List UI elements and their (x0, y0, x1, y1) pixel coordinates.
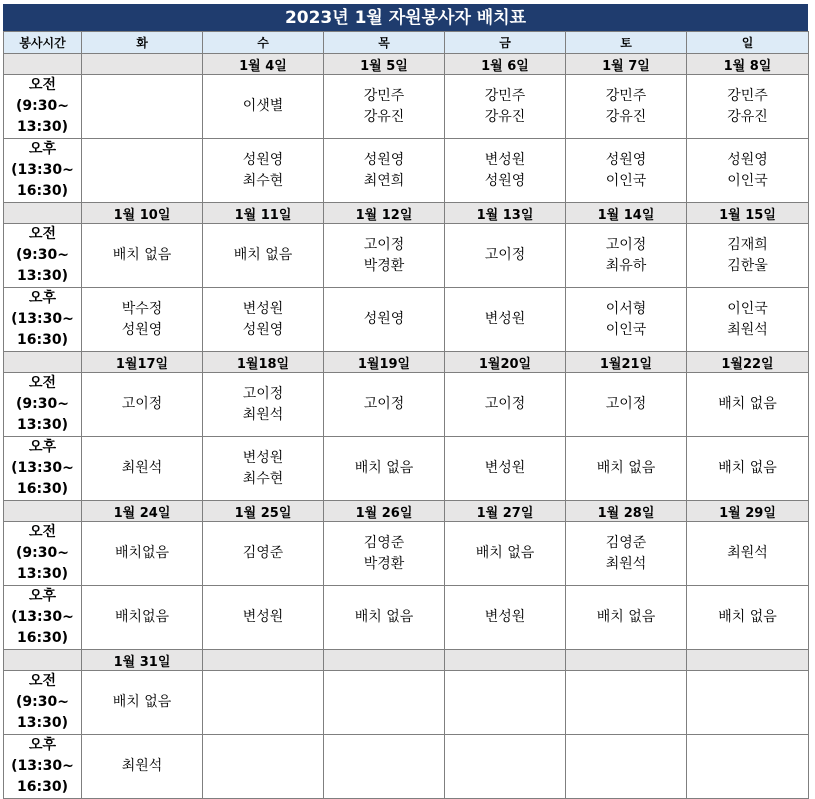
volunteer-name: 강민주 (484, 87, 526, 104)
volunteer-name: 박경환 (363, 257, 405, 274)
schedule-table (3, 31, 809, 799)
date-cell: 1월 12일 (324, 203, 445, 224)
volunteer-name: 변성원 (484, 311, 526, 327)
assignment-cell (566, 522, 687, 586)
volunteer-name: 배치 없음 (718, 460, 777, 476)
header-sun: 일 (687, 32, 809, 54)
morning-time-label (4, 224, 82, 288)
assignment-cell (566, 437, 687, 501)
date-cell: 1월 28일 (566, 501, 687, 522)
date-cell: 1월 11일 (203, 203, 324, 224)
afternoon-time-label (4, 139, 82, 203)
assignment-cell (687, 522, 809, 586)
volunteer-name: 이서형 (605, 300, 647, 317)
assignment-cell (82, 224, 203, 288)
volunteer-name: 김한울 (727, 257, 768, 274)
volunteer-name: 강유진 (484, 108, 526, 125)
volunteer-name: 이인국 (605, 172, 647, 189)
assignment-cell (324, 735, 445, 799)
volunteer-name: 변성원 (242, 300, 284, 317)
volunteer-name: 박경환 (363, 555, 405, 572)
time-label-line: 13:30) (17, 566, 68, 582)
afternoon-time-label (4, 586, 82, 650)
assignment-cell (324, 671, 445, 735)
morning-time-label (4, 671, 82, 735)
assignment-cell (566, 224, 687, 288)
volunteer-name: 박수정 (121, 300, 163, 317)
volunteer-name: 강민주 (727, 87, 768, 104)
volunteer-name: 배치 없음 (718, 396, 777, 412)
assignment-cell (566, 139, 687, 203)
assignment-cell (445, 373, 566, 437)
time-label-line: (9:30~ (16, 396, 69, 412)
assignment-cell (445, 75, 566, 139)
time-label-line: 오후 (28, 588, 57, 604)
assignment-cell (566, 373, 687, 437)
afternoon-row (4, 735, 809, 799)
date-cell: 1월 4일 (203, 54, 324, 75)
assignment-cell (445, 224, 566, 288)
assignment-cell (324, 75, 445, 139)
assignment-cell (687, 586, 809, 650)
volunteer-name: 고이정 (242, 385, 284, 402)
volunteer-name: 고이정 (363, 396, 405, 412)
volunteer-name: 강유진 (605, 108, 647, 125)
time-label-line: (13:30~ (11, 460, 74, 476)
header-fri: 금 (445, 32, 566, 54)
date-cell: 1월 13일 (445, 203, 566, 224)
time-label-line: (13:30~ (11, 609, 74, 625)
volunteer-name: 고이정 (605, 396, 647, 412)
date-cell (687, 650, 809, 671)
time-label-line: (13:30~ (11, 311, 74, 327)
time-label-line: (9:30~ (16, 247, 69, 263)
assignment-cell (82, 671, 203, 735)
time-label-line: (13:30~ (11, 162, 74, 178)
header-wed: 수 (203, 32, 324, 54)
header-sat: 토 (566, 32, 687, 54)
date-cell: 1월 6일 (445, 54, 566, 75)
time-label-line: 16:30) (17, 630, 68, 646)
volunteer-name: 최원석 (727, 321, 768, 338)
volunteer-name: 이샛별 (242, 98, 284, 114)
volunteer-name: 김영준 (605, 534, 647, 551)
header-thu: 목 (324, 32, 445, 54)
date-cell: 1월 15일 (687, 203, 809, 224)
date-cell: 1월 8일 (687, 54, 809, 75)
date-cell: 1월 25일 (203, 501, 324, 522)
date-cell: 1월22일 (687, 352, 809, 373)
time-label-line: 13:30) (17, 417, 68, 433)
volunteer-name: 최수현 (242, 470, 284, 487)
morning-row (4, 224, 809, 288)
assignment-cell (82, 75, 203, 139)
time-label-line: (9:30~ (16, 98, 69, 114)
time-label-line: 오후 (28, 439, 57, 455)
time-label-line: (13:30~ (11, 758, 74, 774)
assignment-cell (445, 522, 566, 586)
assignment-cell (566, 288, 687, 352)
assignment-cell (445, 671, 566, 735)
assignment-cell (203, 75, 324, 139)
date-cell: 1월20일 (445, 352, 566, 373)
volunteer-name: 이인국 (727, 172, 768, 189)
date-row (4, 650, 809, 671)
volunteer-name: 고이정 (605, 236, 647, 253)
time-label-line: (9:30~ (16, 545, 69, 561)
date-cell (324, 650, 445, 671)
assignment-cell (203, 735, 324, 799)
volunteer-name: 최원석 (242, 406, 284, 423)
date-row-spacer (4, 501, 82, 522)
assignment-cell (445, 586, 566, 650)
assignment-cell (687, 139, 809, 203)
volunteer-name: 배치 없음 (475, 545, 535, 561)
afternoon-time-label (4, 735, 82, 799)
time-label-line: 오전 (28, 77, 57, 93)
time-label-line: 16:30) (17, 183, 68, 199)
volunteer-name: 최유하 (605, 257, 647, 274)
time-label-line: 16:30) (17, 332, 68, 348)
time-label-line: 16:30) (17, 779, 68, 795)
assignment-cell (203, 224, 324, 288)
time-label-line: 16:30) (17, 481, 68, 497)
assignment-cell (445, 735, 566, 799)
date-row (4, 203, 809, 224)
time-label-line: 오후 (28, 290, 57, 306)
time-label-line: 13:30) (17, 715, 68, 731)
morning-row (4, 522, 809, 586)
time-label-line: 13:30) (17, 268, 68, 284)
volunteer-name: 최원석 (121, 758, 163, 774)
volunteer-name: 변성원 (484, 460, 526, 476)
volunteer-name: 성원영 (727, 151, 768, 168)
assignment-cell (203, 671, 324, 735)
volunteer-name: 최원석 (121, 460, 163, 476)
assignment-cell (324, 139, 445, 203)
time-label-line: 오후 (28, 141, 57, 157)
volunteer-name: 배치 없음 (354, 609, 414, 625)
volunteer-name: 김영준 (363, 534, 405, 551)
date-cell: 1월 10일 (82, 203, 203, 224)
assignment-cell (566, 671, 687, 735)
volunteer-name: 변성원 (484, 151, 526, 168)
assignment-cell (203, 586, 324, 650)
assignment-cell (82, 522, 203, 586)
page-title: 2023년 1월 자원봉사자 배치표 (3, 4, 808, 31)
header-time: 봉사시간 (4, 32, 82, 54)
header-row (4, 32, 809, 54)
volunteer-name: 성원영 (242, 151, 284, 168)
assignment-cell (324, 586, 445, 650)
assignment-cell (324, 288, 445, 352)
assignment-cell (324, 522, 445, 586)
volunteer-name: 배치 없음 (112, 694, 172, 710)
volunteer-name: 고이정 (484, 396, 526, 412)
volunteer-name: 고이정 (121, 396, 163, 412)
volunteer-name: 배치 없음 (112, 247, 172, 263)
date-cell: 1월 27일 (445, 501, 566, 522)
date-cell: 1월 29일 (687, 501, 809, 522)
header-tue: 화 (82, 32, 203, 54)
assignment-cell (687, 373, 809, 437)
assignment-cell (687, 671, 809, 735)
date-cell: 1월21일 (566, 352, 687, 373)
date-cell: 1월 24일 (82, 501, 203, 522)
assignment-cell (445, 288, 566, 352)
volunteer-name: 배치없음 (114, 545, 170, 561)
date-cell (566, 650, 687, 671)
assignment-cell (324, 224, 445, 288)
assignment-cell (687, 75, 809, 139)
volunteer-name: 강유진 (363, 108, 405, 125)
date-cell (445, 650, 566, 671)
date-row-spacer (4, 54, 82, 75)
date-row-spacer (4, 650, 82, 671)
volunteer-name: 강민주 (605, 87, 647, 104)
assignment-cell (82, 288, 203, 352)
time-label-line: 오후 (28, 737, 57, 753)
date-row-spacer (4, 352, 82, 373)
time-label-line: 오전 (28, 375, 57, 391)
afternoon-time-label (4, 288, 82, 352)
date-cell: 1월 14일 (566, 203, 687, 224)
time-label-line: 오전 (28, 673, 57, 689)
volunteer-name: 최원석 (605, 555, 647, 572)
volunteer-name: 최연희 (363, 172, 405, 189)
morning-time-label (4, 75, 82, 139)
volunteer-name: 최수현 (242, 172, 284, 189)
time-label-line: 오전 (28, 524, 57, 540)
assignment-cell (203, 437, 324, 501)
volunteer-name: 배치없음 (114, 609, 170, 625)
volunteer-name: 성원영 (121, 321, 163, 338)
volunteer-name: 배치 없음 (233, 247, 293, 263)
time-label-line: (9:30~ (16, 694, 69, 710)
assignment-cell (445, 139, 566, 203)
volunteer-name: 강민주 (363, 87, 405, 104)
date-cell: 1월18일 (203, 352, 324, 373)
assignment-cell (687, 288, 809, 352)
date-cell: 1월17일 (82, 352, 203, 373)
volunteer-name: 배치 없음 (354, 460, 414, 476)
date-cell: 1월19일 (324, 352, 445, 373)
date-cell: 1월 31일 (82, 650, 203, 671)
morning-row (4, 373, 809, 437)
volunteer-name: 변성원 (242, 449, 284, 466)
assignment-cell (687, 224, 809, 288)
assignment-cell (203, 288, 324, 352)
volunteer-name: 이인국 (727, 300, 768, 317)
volunteer-name: 고이정 (484, 247, 526, 263)
assignment-cell (445, 437, 566, 501)
volunteer-name: 배치 없음 (596, 460, 656, 476)
date-row (4, 501, 809, 522)
assignment-cell (324, 437, 445, 501)
afternoon-row (4, 437, 809, 501)
assignment-cell (566, 735, 687, 799)
volunteer-name: 김영준 (242, 545, 284, 561)
schedule-sheet (3, 4, 808, 799)
assignment-cell (82, 373, 203, 437)
morning-row (4, 75, 809, 139)
assignment-cell (82, 437, 203, 501)
volunteer-name: 성원영 (605, 151, 647, 168)
assignment-cell (687, 735, 809, 799)
time-label-line: 13:30) (17, 119, 68, 135)
volunteer-name: 배치 없음 (596, 609, 656, 625)
volunteer-name: 고이정 (363, 236, 405, 253)
volunteer-name: 변성원 (242, 609, 284, 625)
volunteer-name: 성원영 (363, 151, 405, 168)
date-row (4, 352, 809, 373)
morning-time-label (4, 373, 82, 437)
morning-row (4, 671, 809, 735)
afternoon-time-label (4, 437, 82, 501)
volunteer-name: 성원영 (484, 172, 526, 189)
assignment-cell (687, 437, 809, 501)
afternoon-row (4, 586, 809, 650)
volunteer-name: 이인국 (605, 321, 647, 338)
assignment-cell (203, 522, 324, 586)
volunteer-name: 변성원 (484, 609, 526, 625)
afternoon-row (4, 139, 809, 203)
date-cell: 1월 26일 (324, 501, 445, 522)
date-cell: 1월 5일 (324, 54, 445, 75)
volunteer-name: 김재희 (727, 236, 768, 253)
date-row (4, 54, 809, 75)
assignment-cell (566, 75, 687, 139)
volunteer-name: 배치 없음 (718, 609, 777, 625)
assignment-cell (82, 139, 203, 203)
assignment-cell (82, 586, 203, 650)
volunteer-name: 최원석 (727, 545, 768, 561)
date-row-spacer (4, 203, 82, 224)
time-label-line: 오전 (28, 226, 57, 242)
date-cell (82, 54, 203, 75)
volunteer-name: 성원영 (363, 311, 405, 327)
volunteer-name: 성원영 (242, 321, 284, 338)
morning-time-label (4, 522, 82, 586)
date-cell: 1월 7일 (566, 54, 687, 75)
assignment-cell (203, 139, 324, 203)
date-cell (203, 650, 324, 671)
afternoon-row (4, 288, 809, 352)
assignment-cell (324, 373, 445, 437)
assignment-cell (203, 373, 324, 437)
volunteer-name: 강유진 (727, 108, 768, 125)
assignment-cell (82, 735, 203, 799)
assignment-cell (566, 586, 687, 650)
